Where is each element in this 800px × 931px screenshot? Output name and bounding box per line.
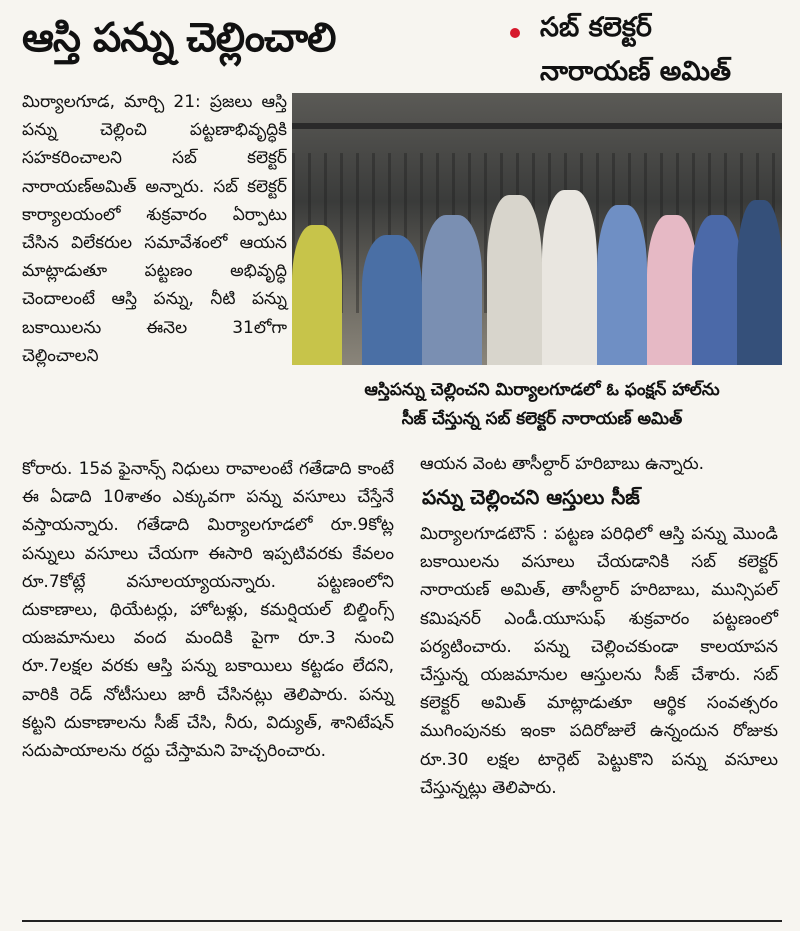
person-figure xyxy=(362,235,422,365)
section-title: పన్ను చెల్లించని ఆస్తులు సీజ్ xyxy=(422,485,640,509)
red-bullet-icon xyxy=(510,28,520,38)
article-paragraph-3: మిర్యాలగూడటౌన్ : పట్టణ పరిధిలో ఆస్తి పన్ను మొండి బకాయిలను వసూలు చేయడానికి సబ్ కలెక్టర్ నారాయణ్ అమిత్, తాసీల్దార్ హరిబాబు, మున్సిపల్ కమిషనర్ ఎండీ.యూసుఫ్ శుక్రవారం పట్టణంలో పర్యటించారు. పన్ను చెల్లించకుండా కాలయాపన చేస్తున్న యజమానుల ఆస్తులను సీజ్ చేశారు. సబ్ కలెక్టర్ అమిత్ మాట్లాడుతూ ఆర్థిక సంవత్సరం ముగింపునకు ఇంకా పదిరోజులే ఉన్నందున రోజుకు రూ.30 లక్షల టార్గెట్ పెట్టుకొని పన్ను వసూలు చేస్తున్నట్లు తెలిపారు. xyxy=(420,524,778,798)
person-figure xyxy=(597,205,647,365)
person-figure xyxy=(292,225,342,365)
article-paragraph-1: మిర్యాలగూడ, మార్చి 21: ప్రజలు ఆస్తి పన్ను చెల్లించి పట్టణాభివృద్ధికి సహకరించాలని సబ్ కలెక్టర్ నారాయణ్‌అమిత్ అన్నారు. సబ్ కలెక్టర్ కార్యాలయంలో శుక్రవారం ఏర్పాటు చేసిన విలేకరుల సమావేశంలో ఆయన మాట్లాడుతూ పట్టణం అభివృద్ధి చెందాలంటే ఆస్తి పన్ను, నీటి పన్ను బకాయిలను ఈనెల 31లోగా చెల్లించాలని xyxy=(22,92,287,366)
gate-rail xyxy=(292,123,782,129)
subhead-line-1: సబ్ కలెక్టర్ xyxy=(540,12,652,43)
subhead-line-2: నారాయణ్ అమిత్ xyxy=(540,56,731,87)
headline: ఆస్తి పన్ను చెల్లించాలి xyxy=(22,15,336,61)
person-figure xyxy=(647,215,697,365)
person-figure xyxy=(737,200,782,365)
article-paragraph-2: కోరారు. 15వ ఫైనాన్స్ నిధులు రావాలంటే గతేడాది కాంటే ఈ ఏడాది 10శాతం ఎక్కువగా పన్ను వసూలు చేస్తేనే వస్తాయన్నారు. గతేడాది మిర్యాలగూడలో రూ.9కోట్ల పన్నులు వసూలు చేయగా ఈసారి ఇప్పటివరకు కేవలం రూ.7కోట్లే వసూలయ్యాయన్నారు. పట్టణంలోని దుకాణాలు, థియేటర్లు, హోటళ్లు, కమర్షియల్ బిల్డింగ్స్ యజమానులు వంద మందికి పైగా రూ.3 నుంచి రూ.7లక్షల వరకు ఆస్తి పన్ను బకాయిలు కట్టడం లేదని, వారికి రెడ్ నోటీసులు జారీ చేసినట్లు తెలిపారు. పన్ను కట్టని దుకాణాలను సీజ్ చేసి, నీరు, విద్యుత్, శానిటేషన్ సదుపాయాలను రద్దు చేస్తామని హెచ్చరించారు. xyxy=(22,459,394,762)
caption-line-1: ఆస్తిపన్ను చెల్లించని మిర్యాలగూడలో ఓ ఫంక్షన్ హాల్‌ను xyxy=(364,380,720,400)
person-figure xyxy=(487,195,542,365)
bottom-rule xyxy=(22,920,782,922)
photo-caption xyxy=(312,376,772,434)
article-column-2 xyxy=(420,450,778,478)
article-intro-line: ఆయన వెంట తాసీల్దార్ హరిబాబు ఉన్నారు. xyxy=(420,454,704,474)
caption-line-2: సీజ్ చేస్తున్న సబ్ కలెక్టర్ నారాయణ్ అమిత్ xyxy=(401,409,683,429)
person-figure xyxy=(692,215,742,365)
article-column-1 xyxy=(22,88,287,370)
article-column-1-continued xyxy=(22,455,394,765)
news-photo xyxy=(292,93,782,365)
article-column-2-body xyxy=(420,520,778,802)
person-figure xyxy=(422,215,482,365)
person-figure xyxy=(542,190,597,365)
